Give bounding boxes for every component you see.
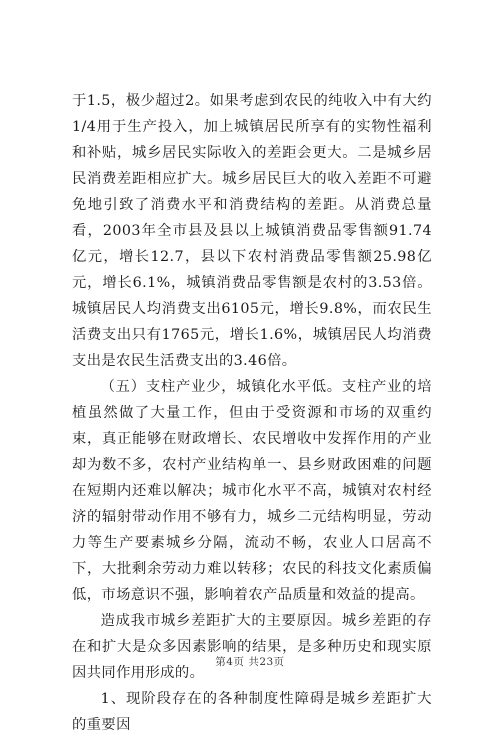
paragraph-institutional-barriers: 1、现阶段存在的各种制度性障碍是城乡差距扩大的重要因 (72, 691, 432, 733)
paragraph-income-consumption-gap: 于1.5，极少超过2。如果考虑到农民的纯收入中有大约1/4用于生产投入，加上城镇居民所享有的实物性福利和补贴，城乡居民实际收入的差距会更大。二是城乡居民消费差距相应扩大。城乡居民巨大的收入差距不可避免地引致了消费水平和消费结构的差距。从消费总量看，2003年全市县及县以上城镇消费品零售额91.74亿元，增长12.7，县以下农村消费品零售额25.98亿元，增长6.1%，城镇消费品零售额是农村的3.53倍。城镇居民人均消费支出6105元，增长9.8%，而农民生活费支出只有1765元，增长1.6%，城镇居民人均消费支出是农民生活费支出的3.46倍。 (72, 93, 432, 369)
paragraph-pillar-industry: （五）支柱产业少，城镇化水平低。支柱产业的培植虽然做了大量工作，但由于受资源和市场的双重约束，真正能够在财政增长、农民增收中发挥作用的产业却为数不多，农村产业结构单一、县乡财政困难的问题在短期内还难以解决；城市化水平不高，城镇对农村经济的辐射带动作用不够有力，城乡二元结构明显，劳动力等生产要素城乡分隔，流动不畅，农业人口居高不下，大批剩余劳动力难以转移；农民的科技文化素质偏低，市场意识不强，影响着农产品质量和效益的提高。 (72, 379, 432, 603)
page-footer: 第4页 共23页 (215, 656, 285, 668)
paragraph-main-causes: 造成我市城乡差距扩大的主要原因。城乡差距的存在和扩大是众多因素影响的结果，是多种历史和现实原因共同作用形成的。 (72, 613, 432, 681)
document-body (72, 88, 432, 738)
